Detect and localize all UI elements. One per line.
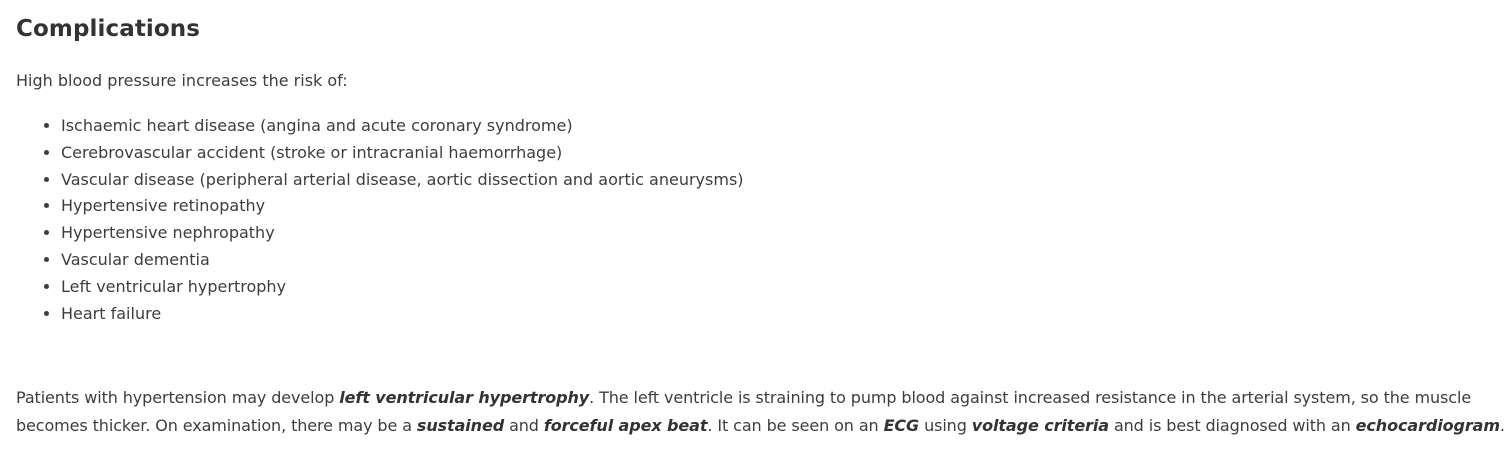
paragraph-text: . It can be seen on an bbox=[707, 416, 884, 435]
paragraph-text: . bbox=[1499, 416, 1505, 435]
paragraph-text: using bbox=[919, 416, 972, 435]
list-item: • Vascular dementia bbox=[61, 247, 744, 274]
paragraph-text: and is best diagnosed with an bbox=[1108, 416, 1356, 435]
emphasis-text: sustained bbox=[416, 416, 505, 435]
paragraph-line-2 bbox=[16, 412, 1505, 440]
list-item: • Ischaemic heart disease (angina and acute coronary syndrome) bbox=[61, 113, 744, 140]
paragraph-text: becomes thicker. On examination, there may be a bbox=[16, 416, 417, 435]
intro-text: High blood pressure increases the risk of: bbox=[16, 71, 348, 90]
emphasis-text: forceful apex beat bbox=[543, 416, 708, 435]
list-item: • Cerebrovascular accident (stroke or intracranial haemorrhage) bbox=[61, 140, 744, 167]
list-item: • Heart failure bbox=[61, 301, 744, 328]
paragraph-text: . The left ventricle is straining to pump blood against increased resistance in the arterial system, so the muscle bbox=[589, 388, 1472, 407]
lvh-paragraph bbox=[16, 384, 1505, 440]
emphasis-text: voltage criteria bbox=[971, 416, 1109, 435]
list-item: • Left ventricular hypertrophy bbox=[61, 274, 744, 301]
paragraph-text: Patients with hypertension may develop bbox=[16, 388, 340, 407]
emphasis-text: left ventricular hypertrophy bbox=[339, 388, 590, 407]
risk-list bbox=[16, 113, 744, 327]
section-heading: Complications bbox=[16, 16, 201, 42]
list-item: • Hypertensive nephropathy bbox=[61, 220, 744, 247]
emphasis-text: ECG bbox=[883, 416, 920, 435]
list-item: • Hypertensive retinopathy bbox=[61, 193, 744, 220]
emphasis-text: echocardiogram bbox=[1355, 416, 1500, 435]
paragraph-text: and bbox=[504, 416, 544, 435]
list-item: • Vascular disease (peripheral arterial disease, aortic dissection and aortic aneurysms) bbox=[61, 167, 744, 194]
paragraph-line-1 bbox=[16, 384, 1472, 412]
